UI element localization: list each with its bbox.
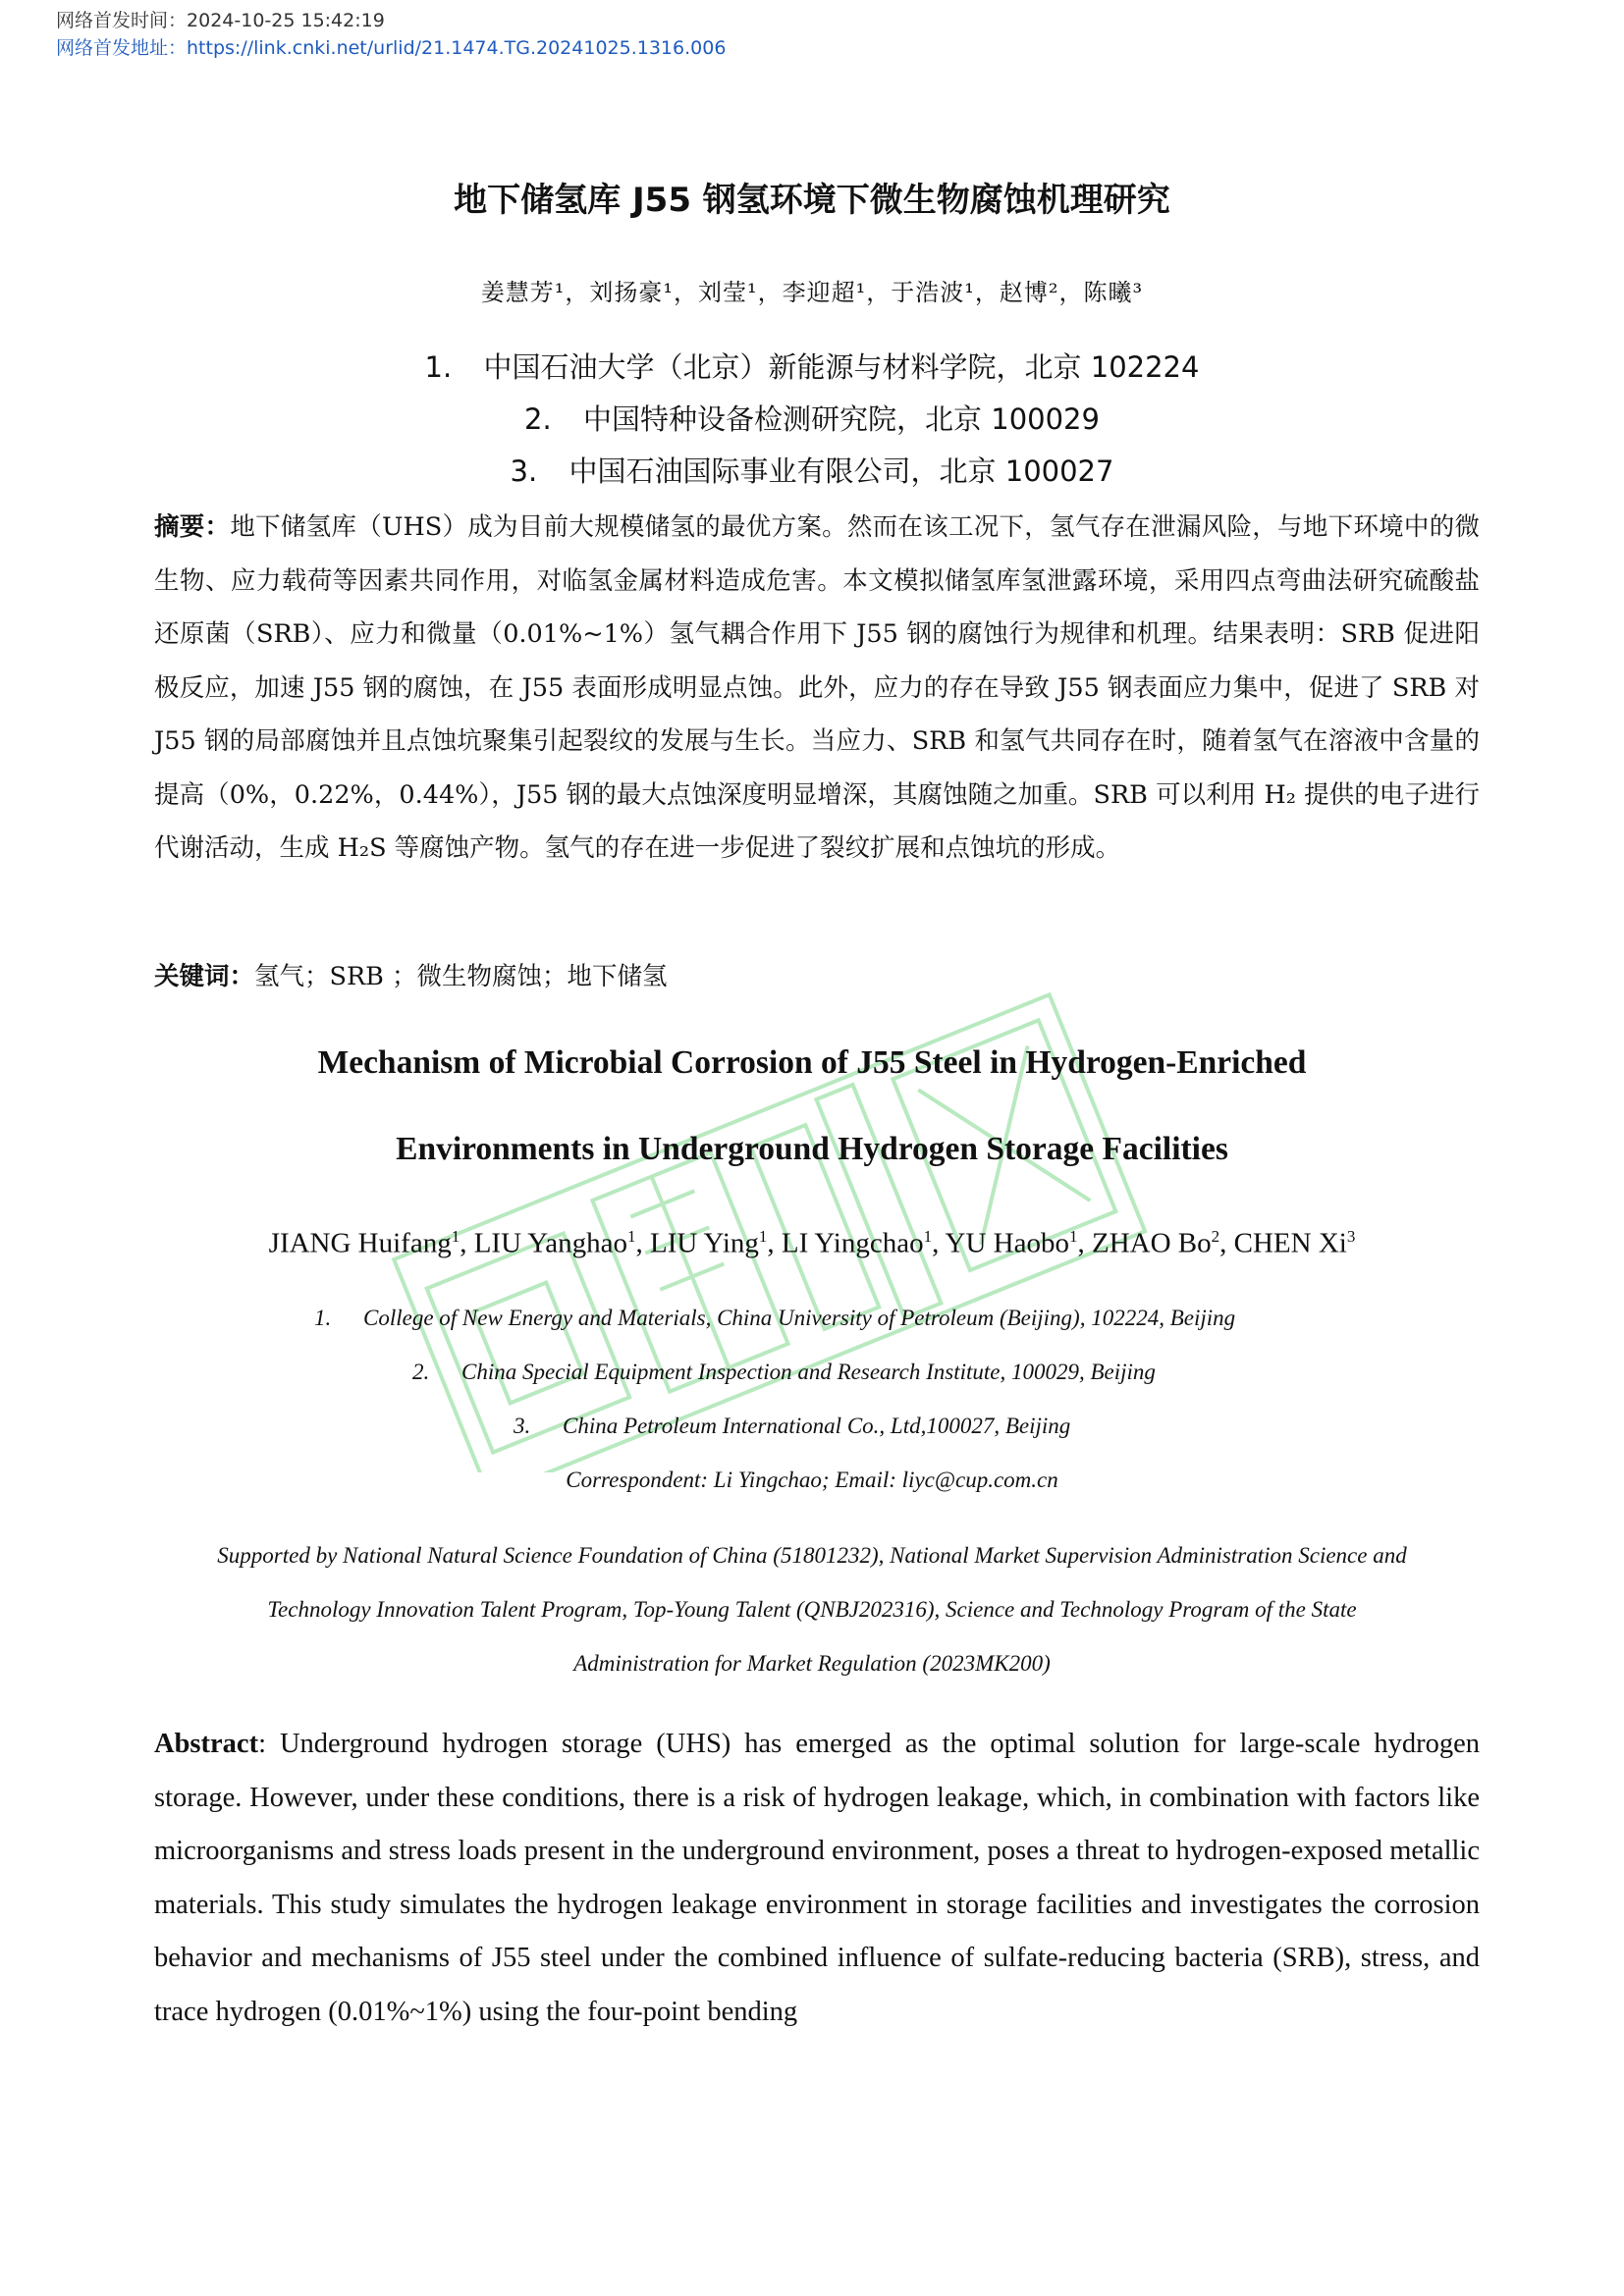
author-affiliation-marker: 1: [451, 1227, 460, 1246]
author-affiliation-marker: 1: [923, 1227, 933, 1246]
chinese-keywords: [154, 950, 1480, 1004]
english-abstract-text: : Underground hydrogen storage (UHS) has emerged as the optimal solution for large-scale hydrogen storage. However, under these conditions, there is a risk of hydrogen leakage, which, in combination with factors like microorganisms and stress loads present in the underground environment, poses a threat to hydrogen-exposed metallic materials. This study simulates the hydrogen leakage environment in storage facilities and investigates the corrosion behavior and mechanisms of J55 steel under the combined influence of sulfate-reducing bacteria (SRB), stress, and trace hydrogen (0.01%~1%) using the four-point bending: [154, 1729, 1480, 2027]
funding-line-1: Supported by National Natural Science Foundation of China (51801232), National Market Supervision Administration Science and: [217, 1543, 1407, 1568]
publish-url: [56, 33, 726, 60]
author-name: LI Yingchao: [781, 1227, 924, 1259]
affiliation-number: 2.: [412, 1360, 430, 1384]
affiliation-number: 3.: [510, 454, 538, 488]
author-affiliation-marker: 2: [1211, 1227, 1220, 1246]
english-affiliation-2: [412, 1360, 1156, 1385]
publish-time-value: 2024-10-25 15:42:19: [187, 10, 385, 31]
english-abstract: [154, 1718, 1480, 2039]
author-affiliation-marker: 1: [758, 1227, 768, 1246]
english-affiliation-3: [514, 1414, 1070, 1439]
chinese-affiliation-1: [0, 346, 1624, 386]
english-title-line-1: Mechanism of Microbial Corrosion of J55 Steel in Hydrogen-Enriched: [317, 1044, 1307, 1081]
publish-url-label: 网络首发地址：: [56, 37, 188, 59]
affiliation-number: 1.: [314, 1306, 332, 1330]
author-name: CHEN Xi: [1233, 1227, 1347, 1259]
affiliation-text: 中国石油大学（北京）新能源与材料学院，北京 102224: [483, 350, 1200, 384]
author-name: ZHAO Bo: [1091, 1227, 1212, 1259]
chinese-affiliation-3: [0, 450, 1624, 490]
author-affiliation-marker: 1: [1068, 1227, 1078, 1246]
chinese-abstract-label: 摘要：: [154, 512, 231, 542]
affiliation-number: 2.: [524, 402, 552, 436]
english-authors: JIANG Huifang$^1$, LIU Yanghao$^1$, LIU Ying$^1$, LI Yingchao$^1$, YU Haobo$^1$, ZHAO Bo$^2$, CHEN Xi$^3$: [268, 1227, 1356, 1259]
chinese-authors: 姜慧芳¹，刘扬豪¹，刘莹¹，李迎超¹，于浩波¹，赵博²，陈曦³: [480, 279, 1144, 306]
chinese-keywords-text: 氢气；SRB ；微生物腐蚀；地下储氢: [254, 962, 668, 991]
author-name: LIU Ying: [650, 1227, 759, 1259]
author-name: LIU Yanghao: [473, 1227, 627, 1259]
author-affiliation-marker: 1: [627, 1227, 636, 1246]
publish-time-label: 网络首发时间：: [56, 10, 188, 31]
author-name: YU Haobo: [945, 1227, 1069, 1259]
affiliation-text: 中国特种设备检测研究院，北京 100029: [583, 402, 1100, 436]
funding-line-3: Administration for Market Regulation (2023MK200): [573, 1651, 1051, 1676]
affiliation-text: China Petroleum International Co., Ltd,100027, Beijing: [563, 1414, 1071, 1438]
author-name: JIANG Huifang: [268, 1227, 452, 1259]
affiliation-number: 3.: [514, 1414, 531, 1438]
affiliation-text: College of New Energy and Materials, China University of Petroleum (Beijing), 102224, Beijing: [363, 1306, 1236, 1330]
english-title-line-2: Environments in Underground Hydrogen Storage Facilities: [396, 1131, 1228, 1167]
chinese-keywords-label: 关键词：: [154, 962, 255, 991]
chinese-abstract: [154, 501, 1480, 876]
funding-line-2: Technology Innovation Talent Program, Top-Young Talent (QNBJ202316), Science and Technology Program of the State: [267, 1597, 1357, 1622]
affiliation-number: 1.: [424, 350, 453, 384]
chinese-title: 地下储氢库 J55 钢氢环境下微生物腐蚀机理研究: [454, 181, 1170, 220]
correspondent: Correspondent: Li Yingchao; Email: liyc@cup.com.cn: [566, 1468, 1058, 1492]
author-affiliation-marker: 3: [1346, 1227, 1356, 1246]
affiliation-text: 中国石油国际事业有限公司，北京 100027: [568, 454, 1114, 488]
affiliation-text: China Special Equipment Inspection and Research Institute, 100029, Beijing: [461, 1360, 1156, 1384]
english-abstract-label: Abstract: [154, 1729, 259, 1759]
english-affiliation-1: [314, 1306, 1235, 1331]
publish-time: [56, 6, 385, 32]
publish-url-link[interactable]: https://link.cnki.net/urlid/21.1474.TG.20241025.1316.006: [187, 37, 727, 59]
chinese-abstract-text: 地下储氢库（UHS）成为目前大规模储氢的最优方案。然而在该工况下，氢气存在泄漏风险，与地下环境中的微生物、应力载荷等因素共同作用，对临氢金属材料造成危害。本文模拟储氢库氢泄露环境，采用四点弯曲法研究硫酸盐还原菌（SRB）、应力和微量（0.01%~1%）氢气耦合作用下 J55 钢的腐蚀行为规律和机理。结果表明：SRB 促进阳极反应，加速 J55 钢的腐蚀，在 J55 表面形成明显点蚀。此外，应力的存在导致 J55 钢表面应力集中，促进了 SRB 对 J55 钢的局部腐蚀并且点蚀坑聚集引起裂纹的发展与生长。当应力、SRB 和氢气共同存在时，随着氢气在溶液中含量的提高（0%，0.22%，0.44%），J55 钢的最大点蚀深度明显增深，其腐蚀随之加重。SRB 可以利用 H₂ 提供的电子进行代谢活动，生成 H₂S 等腐蚀产物。氢气的存在进一步促进了裂纹扩展和点蚀坑的形成。: [154, 512, 1480, 863]
chinese-affiliation-2: [0, 398, 1624, 438]
